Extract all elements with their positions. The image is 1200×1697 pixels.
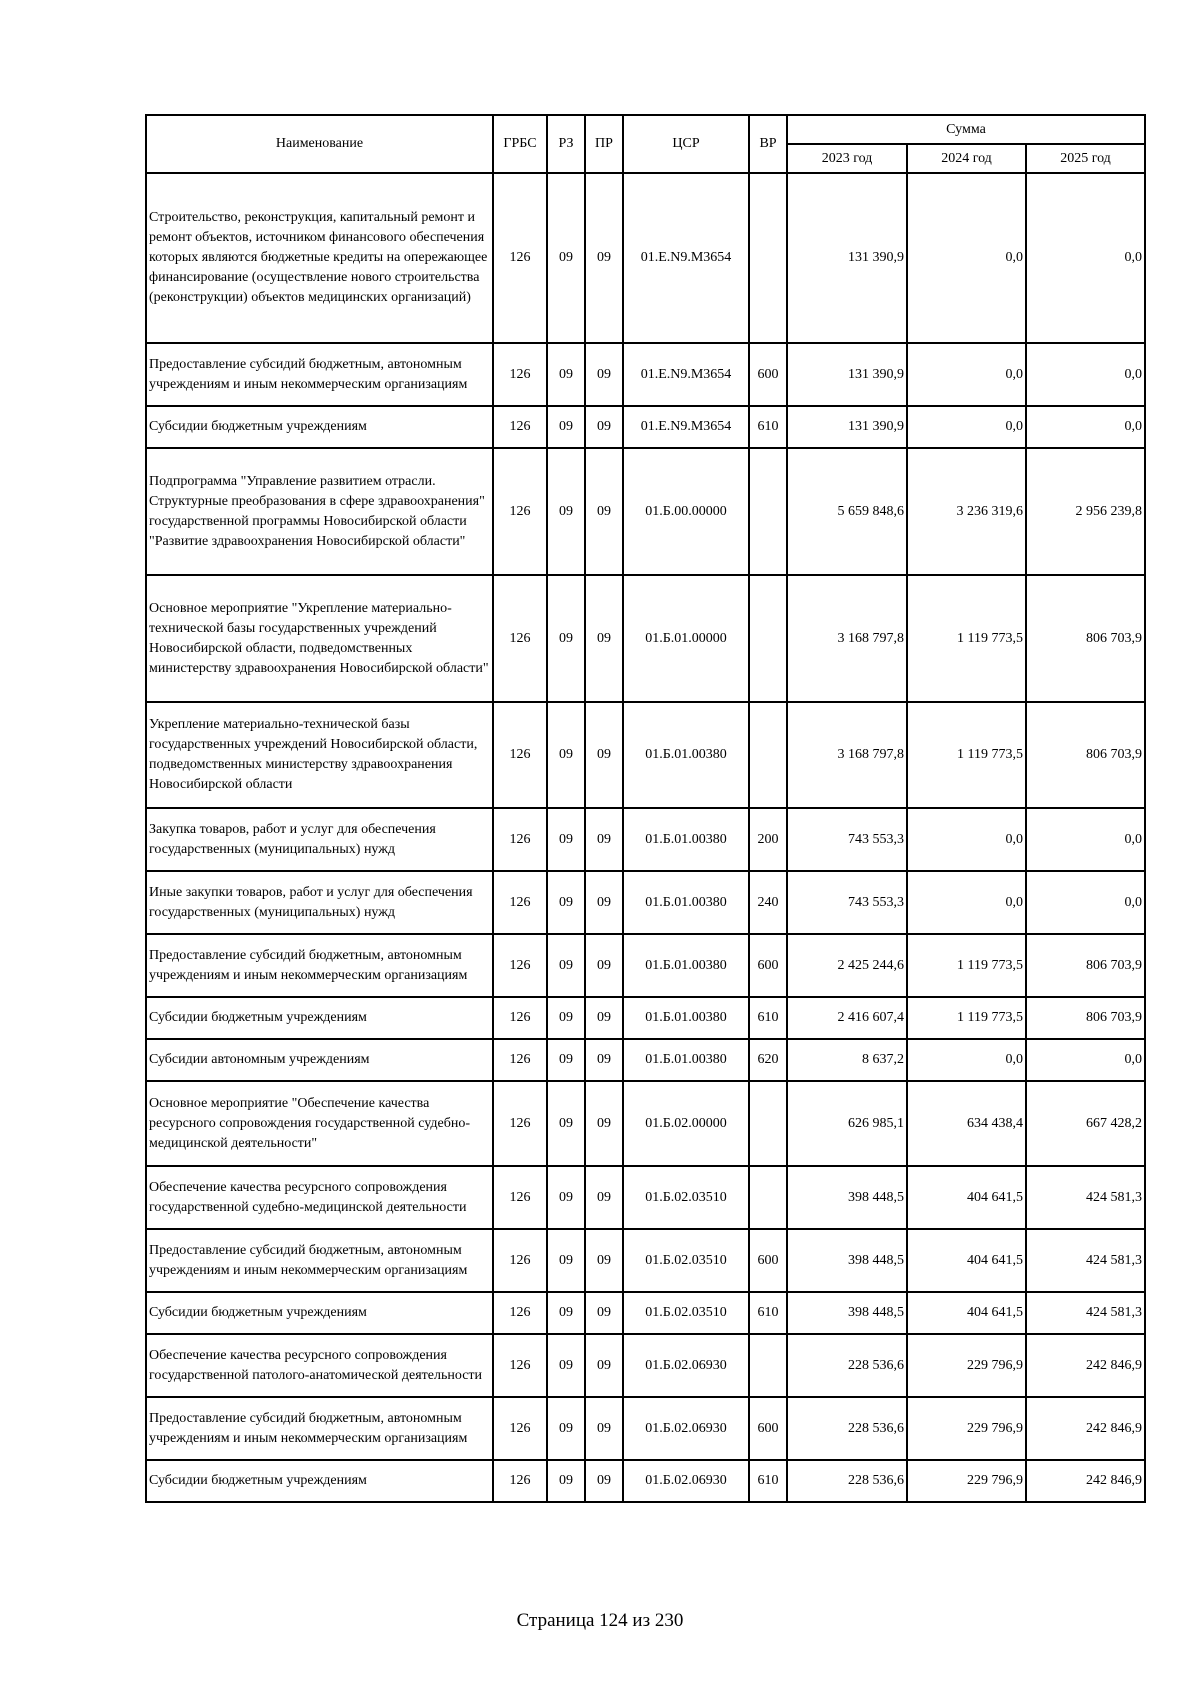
row-vr: 610 — [749, 406, 787, 448]
row-pr: 09 — [585, 997, 623, 1039]
row-amount-2023: 5 659 848,6 — [787, 448, 907, 575]
row-name: Предоставление субсидий бюджетным, автономным учреждениям и иным некоммерческим организациям — [146, 1229, 493, 1292]
row-name: Субсидии бюджетным учреждениям — [146, 406, 493, 448]
row-grbs: 126 — [493, 1292, 547, 1334]
row-csr: 01.Е.N9.М3654 — [623, 343, 749, 406]
row-vr — [749, 1166, 787, 1229]
row-amount-2023: 398 448,5 — [787, 1166, 907, 1229]
row-amount-2023: 131 390,9 — [787, 406, 907, 448]
row-vr — [749, 1334, 787, 1397]
row-vr — [749, 575, 787, 702]
row-amount-2025: 806 703,9 — [1026, 702, 1145, 808]
row-amount-2024: 3 236 319,6 — [907, 448, 1026, 575]
row-csr: 01.Б.02.00000 — [623, 1081, 749, 1166]
row-amount-2024: 0,0 — [907, 1039, 1026, 1081]
row-vr: 610 — [749, 1460, 787, 1502]
row-csr: 01.Б.02.03510 — [623, 1229, 749, 1292]
row-pr: 09 — [585, 702, 623, 808]
row-name: Предоставление субсидий бюджетным, автономным учреждениям и иным некоммерческим организациям — [146, 934, 493, 997]
page-number: Страница 124 из 230 — [516, 1610, 684, 1631]
row-name: Предоставление субсидий бюджетным, автономным учреждениям и иным некоммерческим организациям — [146, 1397, 493, 1460]
row-amount-2025: 242 846,9 — [1026, 1334, 1145, 1397]
row-vr: 610 — [749, 1292, 787, 1334]
row-amount-2024: 0,0 — [907, 406, 1026, 448]
row-rz: 09 — [547, 406, 585, 448]
row-vr: 600 — [749, 343, 787, 406]
row-amount-2023: 228 536,6 — [787, 1397, 907, 1460]
row-pr: 09 — [585, 1081, 623, 1166]
row-csr: 01.Б.01.00380 — [623, 1039, 749, 1081]
row-amount-2025: 424 581,3 — [1026, 1166, 1145, 1229]
row-pr: 09 — [585, 448, 623, 575]
row-csr: 01.Б.01.00380 — [623, 997, 749, 1039]
row-rz: 09 — [547, 173, 585, 343]
row-amount-2024: 404 641,5 — [907, 1292, 1026, 1334]
row-name: Подпрограмма "Управление развитием отрасли. Структурные преобразования в сфере здравоохранения" государственной программы Новосибирской области "Развитие здравоохранения Новосибирской области" — [146, 448, 493, 575]
row-amount-2025: 424 581,3 — [1026, 1229, 1145, 1292]
row-csr: 01.Б.00.00000 — [623, 448, 749, 575]
row-name: Обеспечение качества ресурсного сопровождения государственной судебно-медицинской деятельности — [146, 1166, 493, 1229]
row-name: Субсидии бюджетным учреждениям — [146, 1292, 493, 1334]
row-pr: 09 — [585, 1334, 623, 1397]
table-row — [146, 997, 1145, 1039]
row-csr: 01.Б.01.00000 — [623, 575, 749, 702]
table-row — [146, 1039, 1145, 1081]
table-row — [146, 1334, 1145, 1397]
row-amount-2025: 667 428,2 — [1026, 1081, 1145, 1166]
row-vr: 200 — [749, 808, 787, 871]
row-name: Субсидии бюджетным учреждениям — [146, 997, 493, 1039]
table-row — [146, 406, 1145, 448]
table-row — [146, 871, 1145, 934]
row-amount-2024: 229 796,9 — [907, 1334, 1026, 1397]
row-name: Закупка товаров, работ и услуг для обеспечения государственных (муниципальных) нужд — [146, 808, 493, 871]
row-amount-2025: 806 703,9 — [1026, 997, 1145, 1039]
row-pr: 09 — [585, 1166, 623, 1229]
row-amount-2024: 0,0 — [907, 173, 1026, 343]
row-amount-2025: 242 846,9 — [1026, 1460, 1145, 1502]
row-grbs: 126 — [493, 1081, 547, 1166]
row-name: Субсидии бюджетным учреждениям — [146, 1460, 493, 1502]
row-rz: 09 — [547, 934, 585, 997]
table-row — [146, 1229, 1145, 1292]
header-year-2023: 2023 год — [787, 144, 907, 173]
row-rz: 09 — [547, 702, 585, 808]
table-row — [146, 1081, 1145, 1166]
row-pr: 09 — [585, 173, 623, 343]
header-pr: ПР — [585, 115, 623, 173]
table-row — [146, 173, 1145, 343]
row-amount-2025: 0,0 — [1026, 1039, 1145, 1081]
row-pr: 09 — [585, 1292, 623, 1334]
row-csr: 01.Б.02.03510 — [623, 1292, 749, 1334]
row-grbs: 126 — [493, 1039, 547, 1081]
row-rz: 09 — [547, 1229, 585, 1292]
row-grbs: 126 — [493, 871, 547, 934]
row-amount-2025: 424 581,3 — [1026, 1292, 1145, 1334]
row-rz: 09 — [547, 1039, 585, 1081]
row-amount-2025: 0,0 — [1026, 406, 1145, 448]
row-rz: 09 — [547, 1334, 585, 1397]
row-name: Предоставление субсидий бюджетным, автономным учреждениям и иным некоммерческим организациям — [146, 343, 493, 406]
row-pr: 09 — [585, 934, 623, 997]
row-amount-2024: 1 119 773,5 — [907, 997, 1026, 1039]
table-row — [146, 934, 1145, 997]
table-row — [146, 808, 1145, 871]
row-amount-2024: 634 438,4 — [907, 1081, 1026, 1166]
row-grbs: 126 — [493, 702, 547, 808]
row-amount-2023: 626 985,1 — [787, 1081, 907, 1166]
row-csr: 01.Б.02.06930 — [623, 1397, 749, 1460]
row-amount-2023: 743 553,3 — [787, 808, 907, 871]
row-amount-2024: 1 119 773,5 — [907, 702, 1026, 808]
row-rz: 09 — [547, 871, 585, 934]
row-vr: 610 — [749, 997, 787, 1039]
row-vr: 600 — [749, 1397, 787, 1460]
row-grbs: 126 — [493, 173, 547, 343]
row-grbs: 126 — [493, 808, 547, 871]
row-name: Основное мероприятие "Обеспечение качества ресурсного сопровождения государственной судебно-медицинской деятельности" — [146, 1081, 493, 1166]
table-body — [146, 173, 1145, 1502]
table-row — [146, 1460, 1145, 1502]
budget-table — [145, 114, 1146, 1503]
table-row — [146, 1397, 1145, 1460]
header-name: Наименование — [146, 115, 493, 173]
row-pr: 09 — [585, 1229, 623, 1292]
row-amount-2023: 2 416 607,4 — [787, 997, 907, 1039]
row-name: Субсидии автономным учреждениям — [146, 1039, 493, 1081]
row-amount-2023: 3 168 797,8 — [787, 575, 907, 702]
row-amount-2025: 2 956 239,8 — [1026, 448, 1145, 575]
row-amount-2024: 0,0 — [907, 808, 1026, 871]
header-rz: РЗ — [547, 115, 585, 173]
row-vr: 600 — [749, 1229, 787, 1292]
header-year-2025: 2025 год — [1026, 144, 1145, 173]
row-vr: 620 — [749, 1039, 787, 1081]
row-name: Обеспечение качества ресурсного сопровождения государственной патолого-анатомической деятельности — [146, 1334, 493, 1397]
row-amount-2023: 228 536,6 — [787, 1334, 907, 1397]
row-amount-2025: 0,0 — [1026, 808, 1145, 871]
header-vr: ВР — [749, 115, 787, 173]
row-amount-2025: 0,0 — [1026, 343, 1145, 406]
row-amount-2024: 1 119 773,5 — [907, 575, 1026, 702]
row-rz: 09 — [547, 448, 585, 575]
row-grbs: 126 — [493, 1460, 547, 1502]
row-rz: 09 — [547, 1166, 585, 1229]
row-csr: 01.Е.N9.М3654 — [623, 406, 749, 448]
row-grbs: 126 — [493, 448, 547, 575]
row-grbs: 126 — [493, 1166, 547, 1229]
row-grbs: 126 — [493, 575, 547, 702]
row-amount-2024: 229 796,9 — [907, 1460, 1026, 1502]
row-vr — [749, 1081, 787, 1166]
row-amount-2024: 404 641,5 — [907, 1166, 1026, 1229]
row-rz: 09 — [547, 1292, 585, 1334]
row-amount-2023: 743 553,3 — [787, 871, 907, 934]
row-rz: 09 — [547, 343, 585, 406]
table-row — [146, 1166, 1145, 1229]
row-csr: 01.Б.01.00380 — [623, 702, 749, 808]
row-csr: 01.Б.01.00380 — [623, 808, 749, 871]
row-amount-2023: 131 390,9 — [787, 173, 907, 343]
table-header — [146, 115, 1145, 173]
row-rz: 09 — [547, 808, 585, 871]
table-row — [146, 702, 1145, 808]
row-vr — [749, 173, 787, 343]
table-row — [146, 343, 1145, 406]
row-amount-2024: 0,0 — [907, 343, 1026, 406]
table-row — [146, 448, 1145, 575]
row-pr: 09 — [585, 808, 623, 871]
row-amount-2025: 0,0 — [1026, 173, 1145, 343]
row-name: Укрепление материально-технической базы государственных учреждений Новосибирской области, подведомственных министерству здравоохранения Новосибирской области — [146, 702, 493, 808]
row-rz: 09 — [547, 997, 585, 1039]
row-name: Основное мероприятие "Укрепление материально-технической базы государственных учреждений Новосибирской области, подведомственных министерству здравоохранения Новосибирской области" — [146, 575, 493, 702]
row-csr: 01.Е.N9.М3654 — [623, 173, 749, 343]
row-vr: 240 — [749, 871, 787, 934]
row-amount-2023: 8 637,2 — [787, 1039, 907, 1081]
row-vr — [749, 448, 787, 575]
row-grbs: 126 — [493, 343, 547, 406]
row-amount-2024: 1 119 773,5 — [907, 934, 1026, 997]
row-amount-2023: 3 168 797,8 — [787, 702, 907, 808]
header-row-top — [146, 115, 1145, 144]
row-amount-2025: 0,0 — [1026, 871, 1145, 934]
row-grbs: 126 — [493, 934, 547, 997]
row-pr: 09 — [585, 406, 623, 448]
row-pr: 09 — [585, 1460, 623, 1502]
row-pr: 09 — [585, 871, 623, 934]
table-row — [146, 1292, 1145, 1334]
row-rz: 09 — [547, 1397, 585, 1460]
row-amount-2023: 398 448,5 — [787, 1292, 907, 1334]
table-row — [146, 575, 1145, 702]
row-rz: 09 — [547, 1081, 585, 1166]
row-amount-2023: 398 448,5 — [787, 1229, 907, 1292]
row-pr: 09 — [585, 1039, 623, 1081]
header-csr: ЦСР — [623, 115, 749, 173]
row-grbs: 126 — [493, 1334, 547, 1397]
row-amount-2025: 242 846,9 — [1026, 1397, 1145, 1460]
row-csr: 01.Б.01.00380 — [623, 934, 749, 997]
header-sum: Сумма — [787, 115, 1145, 144]
row-pr: 09 — [585, 1397, 623, 1460]
row-pr: 09 — [585, 343, 623, 406]
row-amount-2023: 228 536,6 — [787, 1460, 907, 1502]
row-csr: 01.Б.02.03510 — [623, 1166, 749, 1229]
row-rz: 09 — [547, 1460, 585, 1502]
row-vr — [749, 702, 787, 808]
row-amount-2023: 2 425 244,6 — [787, 934, 907, 997]
row-vr: 600 — [749, 934, 787, 997]
row-rz: 09 — [547, 575, 585, 702]
row-amount-2024: 404 641,5 — [907, 1229, 1026, 1292]
row-pr: 09 — [585, 575, 623, 702]
row-amount-2024: 229 796,9 — [907, 1397, 1026, 1460]
row-grbs: 126 — [493, 1229, 547, 1292]
row-amount-2023: 131 390,9 — [787, 343, 907, 406]
row-grbs: 126 — [493, 997, 547, 1039]
row-amount-2025: 806 703,9 — [1026, 934, 1145, 997]
row-name: Строительство, реконструкция, капитальный ремонт и ремонт объектов, источником финансового обеспечения которых являются бюджетные кредиты на опережающее финансирование (осуществление нового строительства (реконструкции) объектов медицинских организаций) — [146, 173, 493, 343]
row-csr: 01.Б.02.06930 — [623, 1334, 749, 1397]
row-csr: 01.Б.02.06930 — [623, 1460, 749, 1502]
row-grbs: 126 — [493, 1397, 547, 1460]
row-name: Иные закупки товаров, работ и услуг для обеспечения государственных (муниципальных) нужд — [146, 871, 493, 934]
row-amount-2025: 806 703,9 — [1026, 575, 1145, 702]
row-csr: 01.Б.01.00380 — [623, 871, 749, 934]
header-grbs: ГРБС — [493, 115, 547, 173]
row-grbs: 126 — [493, 406, 547, 448]
row-amount-2024: 0,0 — [907, 871, 1026, 934]
header-year-2024: 2024 год — [907, 144, 1026, 173]
